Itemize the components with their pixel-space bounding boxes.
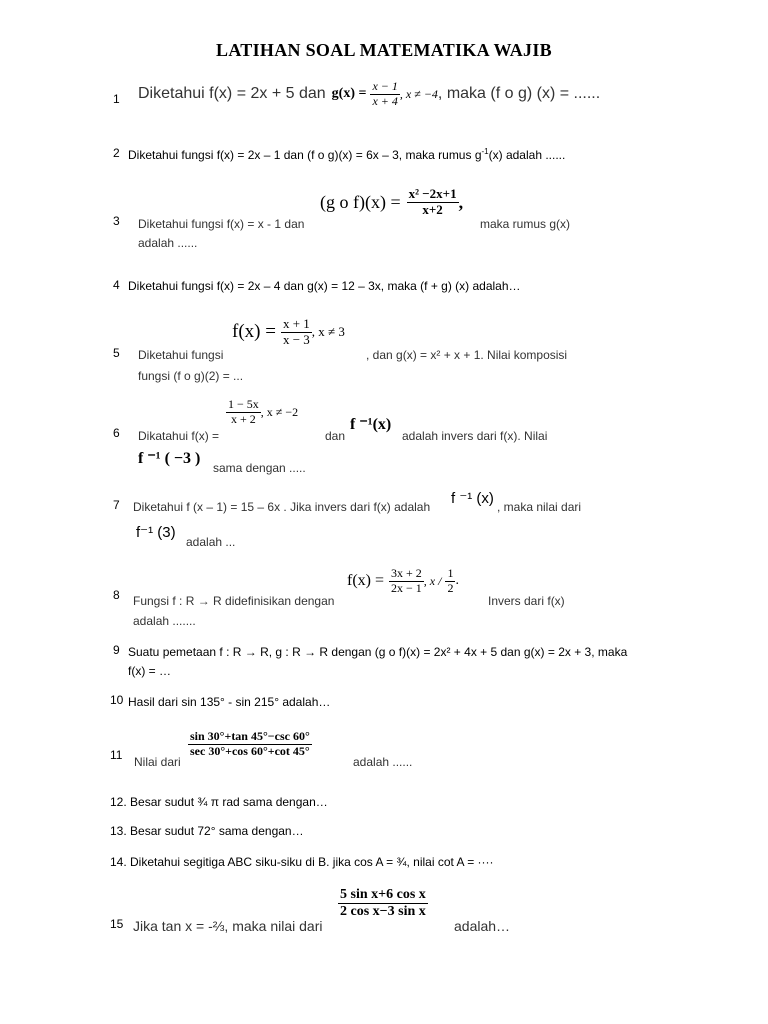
question-6-text: Dikatahui f(x) = — [138, 429, 220, 443]
question-1-number: 1 — [113, 92, 120, 106]
question-11-fraction — [188, 730, 312, 759]
fraction-numerator: x² −2x+1 — [408, 186, 457, 201]
question-8-text: Fungsi f : R → R didefinisikan dengan — [133, 594, 335, 608]
page-title: LATIHAN SOAL MATEMATIKA WAJIB — [216, 40, 552, 60]
question-7-text: Diketahui f (x – 1) = 15 – 6x . Jika invers dari f(x) adalah — [133, 500, 431, 514]
question-5-number: 5 — [113, 346, 120, 360]
question-1-g: g(x) = — [331, 86, 367, 102]
question-7-after: , maka nilai dari — [497, 500, 582, 514]
fraction-denominator: x + 2 — [231, 411, 256, 426]
question-8-lhs: f(x) = — [347, 572, 385, 590]
question-14-text: 14. Diketahui segitiga ABC siku-siku di B. jika cos A = ¾, nilai cot A = ···· — [110, 855, 494, 869]
question-11-formula — [188, 730, 312, 759]
question-6-dan: dan — [325, 429, 346, 443]
fraction-numerator: 5 sin x+6 cos x — [338, 887, 428, 904]
question-11-number: 11 — [110, 748, 123, 762]
question-1-text: Diketahui f(x) = 2x + 5 dan — [138, 85, 326, 103]
question-6-finv2: f ⁻¹ ( −3 ) — [138, 450, 201, 467]
question-7-finv2: f⁻¹ (3) — [136, 524, 176, 541]
question-4-number: 4 — [113, 278, 120, 292]
fraction-denominator: x+2 — [422, 201, 443, 217]
question-5-text: Diketahui fungsi — [138, 348, 224, 362]
question-8-after: Invers dari f(x) — [488, 594, 565, 608]
question-7-finv: f ⁻¹ (x) — [451, 490, 494, 507]
question-2 — [128, 147, 565, 162]
question-3-comma: , — [458, 191, 464, 212]
question-3-lhs: (g o f)(x) = — [320, 191, 401, 212]
question-7-line2: adalah ... — [186, 535, 236, 549]
question-3-line2: adalah ...... — [138, 236, 198, 250]
question-11-after: adalah ...... — [353, 755, 413, 769]
question-15-number: 15 — [110, 917, 124, 931]
question-6-number: 6 — [113, 426, 120, 440]
question-6-finv: f ⁻¹(x) — [350, 416, 392, 433]
question-15-text: Jika tan x = -⅔, maka nilai dari — [133, 918, 323, 934]
question-11-text: Nilai dari — [134, 755, 181, 769]
fraction-denominator: sec 30°+cos 60°+cot 45° — [190, 743, 310, 758]
fraction-numerator: sin 30°+tan 45°−csc 60° — [190, 729, 310, 743]
question-8-fraction-2 — [445, 567, 455, 596]
question-6-fraction — [226, 398, 261, 427]
question-6-condition: , x ≠ −2 — [260, 404, 299, 419]
question-9-text: Suatu pemetaan f : R → R, g : R → R dengan (g o f)(x) = 2x² + 4x + 5 dan g(x) = 2x + 3, maka — [128, 645, 628, 659]
question-15-fraction — [338, 887, 428, 920]
question-5-line2: fungsi (f o g)(2) = ... — [138, 369, 244, 383]
question-13-text: 13. Besar sudut 72° sama dengan… — [110, 824, 304, 838]
question-2-text-end: (x) adalah ...... — [488, 148, 566, 162]
question-8-number: 8 — [113, 588, 120, 602]
question-4-text: Diketahui fungsi f(x) = 2x – 4 dan g(x) = 12 – 3x, maka (f + g) (x) adalah… — [128, 279, 521, 293]
question-10-number: 10 — [110, 693, 124, 707]
question-3-fraction — [407, 187, 459, 218]
question-8-fraction — [389, 567, 424, 596]
question-1-tail: , maka (f o g) (x) = ...... — [437, 85, 601, 103]
question-9-line2: f(x) = … — [128, 664, 172, 678]
question-15-after: adalah… — [454, 918, 511, 934]
question-2-number: 2 — [113, 146, 120, 160]
question-15-formula — [338, 887, 428, 920]
question-6-after: adalah invers dari f(x). Nilai — [402, 429, 548, 443]
question-1 — [138, 80, 600, 109]
question-3-text: Diketahui fungsi f(x) = x - 1 dan — [138, 217, 305, 231]
question-6-line2: sama dengan ..... — [213, 461, 306, 475]
fraction-denominator: 2 cos x−3 sin x — [340, 904, 426, 920]
question-8-formula — [347, 567, 459, 596]
question-2-superscript: -1 — [481, 147, 489, 156]
question-5-condition: , x ≠ 3 — [311, 324, 345, 340]
fraction-denominator: x − 3 — [282, 331, 310, 347]
question-8-line2: adalah ....... — [133, 614, 196, 628]
question-12-text: 12. Besar sudut ¾ π rad sama dengan… — [110, 795, 328, 809]
fraction-denominator: x + 4 — [372, 93, 398, 108]
question-1-fraction — [370, 80, 399, 109]
question-8-condition: , x / — [423, 573, 442, 588]
fraction-numerator: 3x + 2 — [391, 566, 422, 580]
question-1-condition: , x ≠ −4 — [399, 86, 438, 101]
question-5-formula — [232, 317, 345, 348]
fraction-denominator: 2 — [447, 580, 454, 595]
question-5-lhs: f(x) = — [232, 321, 276, 343]
fraction-numerator: 1 — [447, 566, 454, 580]
question-5-after: , dan g(x) = x² + x + 1. Nilai komposisi — [366, 348, 568, 362]
question-3-after: maka rumus g(x) — [480, 217, 571, 231]
question-6-formula — [226, 398, 298, 427]
fraction-numerator: 1 − 5x — [228, 397, 259, 411]
fraction-numerator: x + 1 — [282, 316, 310, 331]
question-2-text: Diketahui fungsi f(x) = 2x – 1 dan (f o g)(x) = 6x – 3, maka rumus g — [128, 148, 482, 162]
question-8-dot: . — [455, 573, 459, 589]
question-9-number: 9 — [113, 643, 120, 657]
fraction-numerator: x − 1 — [372, 79, 398, 93]
question-5-fraction — [281, 317, 312, 348]
question-10-text: Hasil dari sin 135° - sin 215° adalah… — [128, 695, 331, 709]
question-3-formula — [320, 187, 463, 218]
question-7-number: 7 — [113, 498, 120, 512]
question-3-number: 3 — [113, 214, 120, 228]
fraction-denominator: 2x − 1 — [391, 580, 422, 595]
